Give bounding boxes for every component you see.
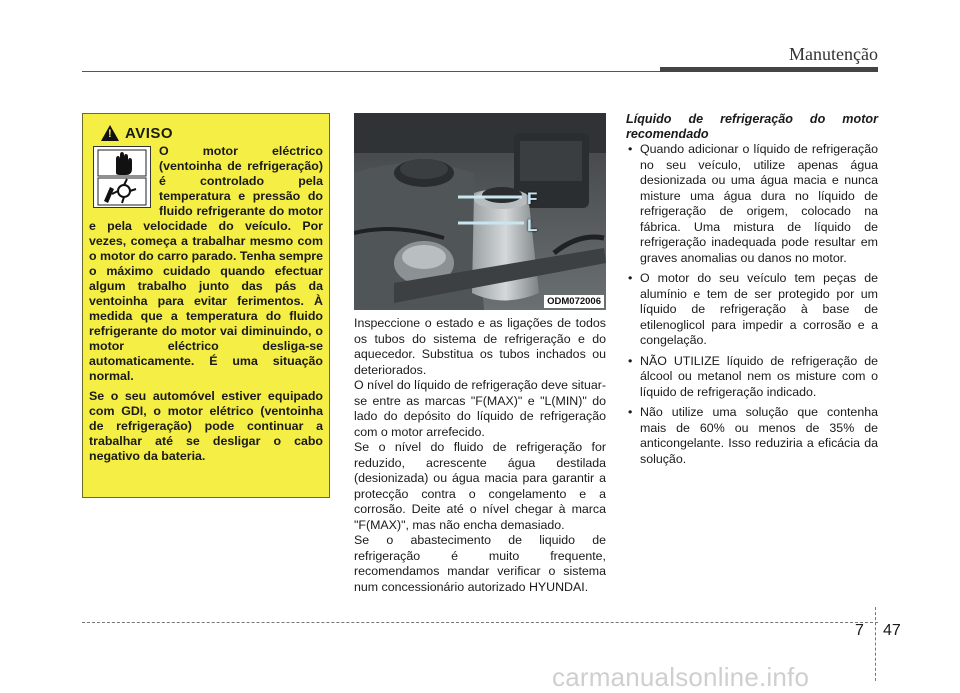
list-item: • O motor do seu veículo tem peças de alumínio e tem de ser protegido por um líquido de refrigeração à base de etilenoglicol para impedir a corrosão e a congelação. — [626, 271, 878, 349]
engine-photo — [354, 113, 606, 310]
fan-hazard-icon — [93, 146, 151, 208]
coolant-level-paragraph: O nível do líquido de refrigeração deve situar-se entre as marcas "F(MAX)" e "L(MIN)" do lado do depósito do líquido de refrigeração com o motor arrefecido. — [354, 378, 606, 439]
inspection-paragraph: Inspeccione o estado e as ligações de todos os tubos do sistema de refrigeração e do aquecedor. Substitua os tubos inchados ou deteriorados. — [354, 316, 606, 377]
page-number: 47 — [883, 622, 901, 639]
page-header-title: Manutenção — [789, 44, 878, 64]
warning-title: AVISO — [125, 124, 174, 142]
marker-l-label: L — [527, 216, 538, 235]
page-number-separator — [875, 607, 877, 681]
watermark: carmanualsonline.info — [552, 662, 810, 692]
chapter-number: 7 — [855, 622, 864, 639]
header-rule-accent — [660, 67, 878, 72]
list-item: • NÃO UTILIZE líquido de refrigeração de álcool ou metanol nem os misture com o líquido de refrigeração indicado. — [626, 354, 878, 401]
list-item: • Quando adicionar o líquido de refrigeração no seu veículo, utilize apenas água desionizada ou uma água macia e nunca misture uma água dura no líquido de refrigeração de origem, colocado na fábrica. Uma mistura de líquido de refrigeração inadequada pode resultar em graves anomalias ou danos no motor. — [626, 142, 878, 266]
middle-column — [354, 316, 606, 595]
warning-box — [82, 113, 330, 498]
footer-rule — [82, 622, 878, 623]
marker-f-label: F — [527, 189, 538, 208]
engine-photo-illustration — [354, 113, 606, 310]
stop-hand-icon — [94, 147, 150, 207]
right-column — [626, 112, 878, 472]
section-heading: Líquido de refrigeração do motor recomendado — [626, 112, 878, 141]
warning-triangle-icon: ! — [101, 125, 119, 141]
warning-header — [101, 122, 323, 144]
photo-caption: ODM072006 — [544, 295, 604, 308]
warning-paragraph-gdi: Se o seu automóvel estiver equipado com GDI, o motor elétrico (ventoinha de refrigeração) pode continuar a trabalhar até se desligar o cabo negativo da bateria. — [89, 389, 323, 463]
topping-up-paragraph: Se o nível do fluido de refrigeração for reduzido, acrescente água destilada (desionizada) ou água macia para garantir a protecção contra o congelamento e a corrosão. Deite até o nível chegar à marca "F(MAX)", mas não encha demasiado. — [354, 440, 606, 532]
frequent-refill-paragraph: Se o abastecimento de liquido de refrigeração é muito frequente, recomendamos mandar verificar o sistema num concessionário autorizado HYUNDAI. — [354, 533, 606, 594]
recommendation-list — [626, 142, 878, 467]
list-item: • Não utilize uma solução que contenha mais de 60% ou menos de 35% de anticongelante. Isso reduziria a eficácia da solução. — [626, 405, 878, 467]
warning-paragraph: O motor eléctrico (ventoinha de refrigeração) é controlado pela temperatura e pressão do fluido refrigerante do motor e pela velocidade do veículo. Por vezes, começa a trabalhar mesmo com o motor do carro parado. Tenha sempre o máximo cuidado quando efectuar algum trabalho junto das pás da ventoinha para evitar ferimentos. À medida que a temperatura do fluido refrigerante do motor vai diminuindo, o motor eléctrico desliga-se automaticamente. É uma situação normal. — [89, 144, 323, 383]
